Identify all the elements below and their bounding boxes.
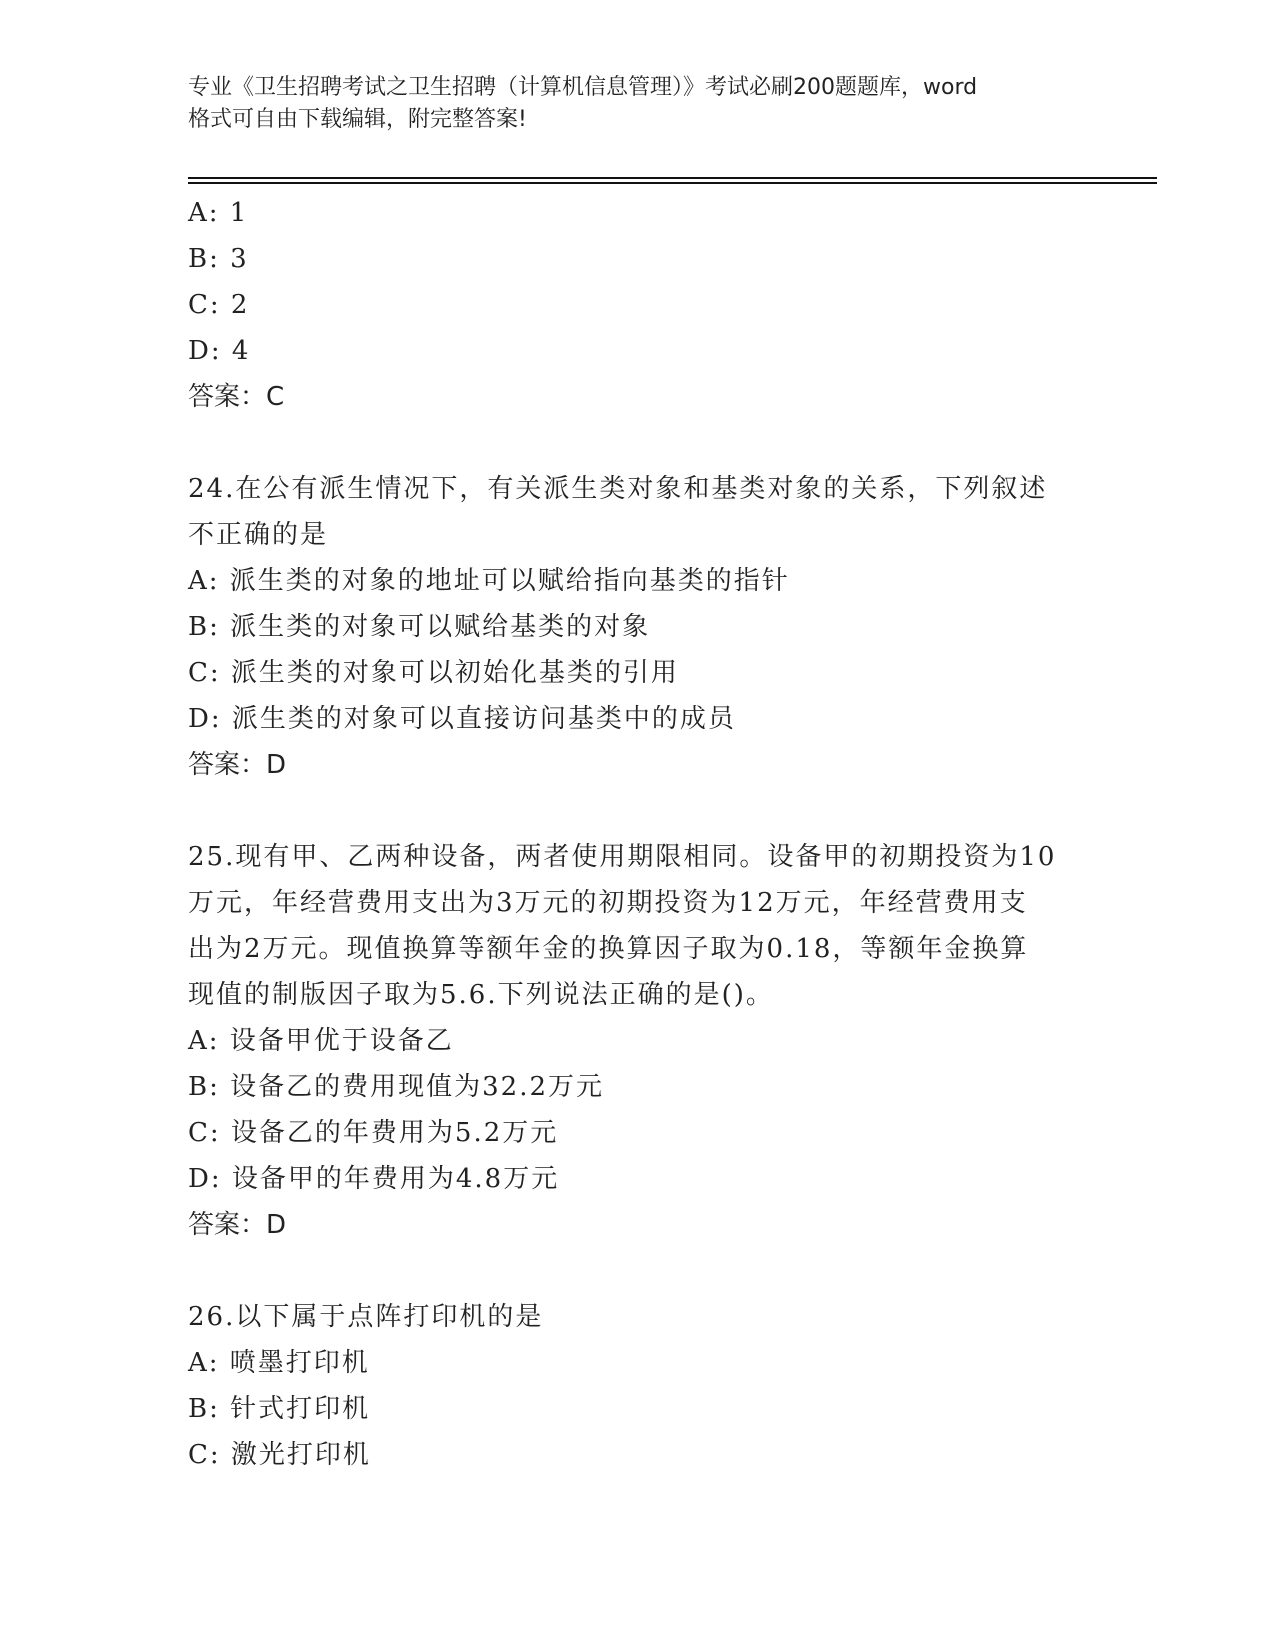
option-d: D: 设备甲的年费用为4.8万元 <box>188 1164 560 1194</box>
option-c: C: 2 <box>188 290 250 320</box>
option-b: B: 针式打印机 <box>188 1394 371 1424</box>
question-23 <box>188 190 1088 420</box>
option-b: B: 3 <box>188 244 249 274</box>
header-line-1: 专业《卫生招聘考试之卫生招聘（计算机信息管理）》考试必刷200题题库，word <box>188 75 978 100</box>
option-c: C: 激光打印机 <box>188 1440 371 1470</box>
header-divider-top <box>188 177 1157 179</box>
question-26 <box>188 1294 1088 1478</box>
answer: 答案：D <box>188 1210 287 1240</box>
option-a: A: 设备甲优于设备乙 <box>188 1026 454 1056</box>
question-stem: 出为2万元。现值换算等额年金的换算因子取为0.18，等额年金换算 <box>188 934 1029 964</box>
question-stem: 25.现有甲、乙两种设备，两者使用期限相同。设备甲的初期投资为10 <box>188 842 1057 872</box>
spacer <box>188 420 1088 466</box>
question-25 <box>188 834 1088 1248</box>
option-a: A: 1 <box>188 198 249 228</box>
question-content <box>188 190 1088 1478</box>
option-c: C: 派生类的对象可以初始化基类的引用 <box>188 658 679 688</box>
header-line-2: 格式可自由下载编辑，附完整答案! <box>188 107 527 132</box>
spacer <box>188 788 1088 834</box>
answer: 答案：D <box>188 750 287 780</box>
option-b: B: 设备乙的费用现值为32.2万元 <box>188 1072 605 1102</box>
spacer <box>188 1248 1088 1294</box>
option-a: A: 喷墨打印机 <box>188 1348 370 1378</box>
answer: 答案：C <box>188 382 285 412</box>
option-d: D: 4 <box>188 336 251 366</box>
header-divider-bottom <box>188 182 1157 184</box>
option-d: D: 派生类的对象可以直接访问基类中的成员 <box>188 704 736 734</box>
question-stem: 万元，年经营费用支出为3万元的初期投资为12万元，年经营费用支 <box>188 888 1028 918</box>
option-b: B: 派生类的对象可以赋给基类的对象 <box>188 612 651 642</box>
question-stem: 现值的制版因子取为5.6.下列说法正确的是()。 <box>188 980 774 1010</box>
option-a: A: 派生类的对象的地址可以赋给指向基类的指针 <box>188 566 790 596</box>
option-c: C: 设备乙的年费用为5.2万元 <box>188 1118 559 1148</box>
document-header <box>188 72 1088 136</box>
question-24 <box>188 466 1088 788</box>
question-stem: 不正确的是 <box>188 520 329 550</box>
question-stem: 24.在公有派生情况下，有关派生类对象和基类对象的关系，下列叙述 <box>188 474 1048 504</box>
question-stem: 26.以下属于点阵打印机的是 <box>188 1302 544 1332</box>
